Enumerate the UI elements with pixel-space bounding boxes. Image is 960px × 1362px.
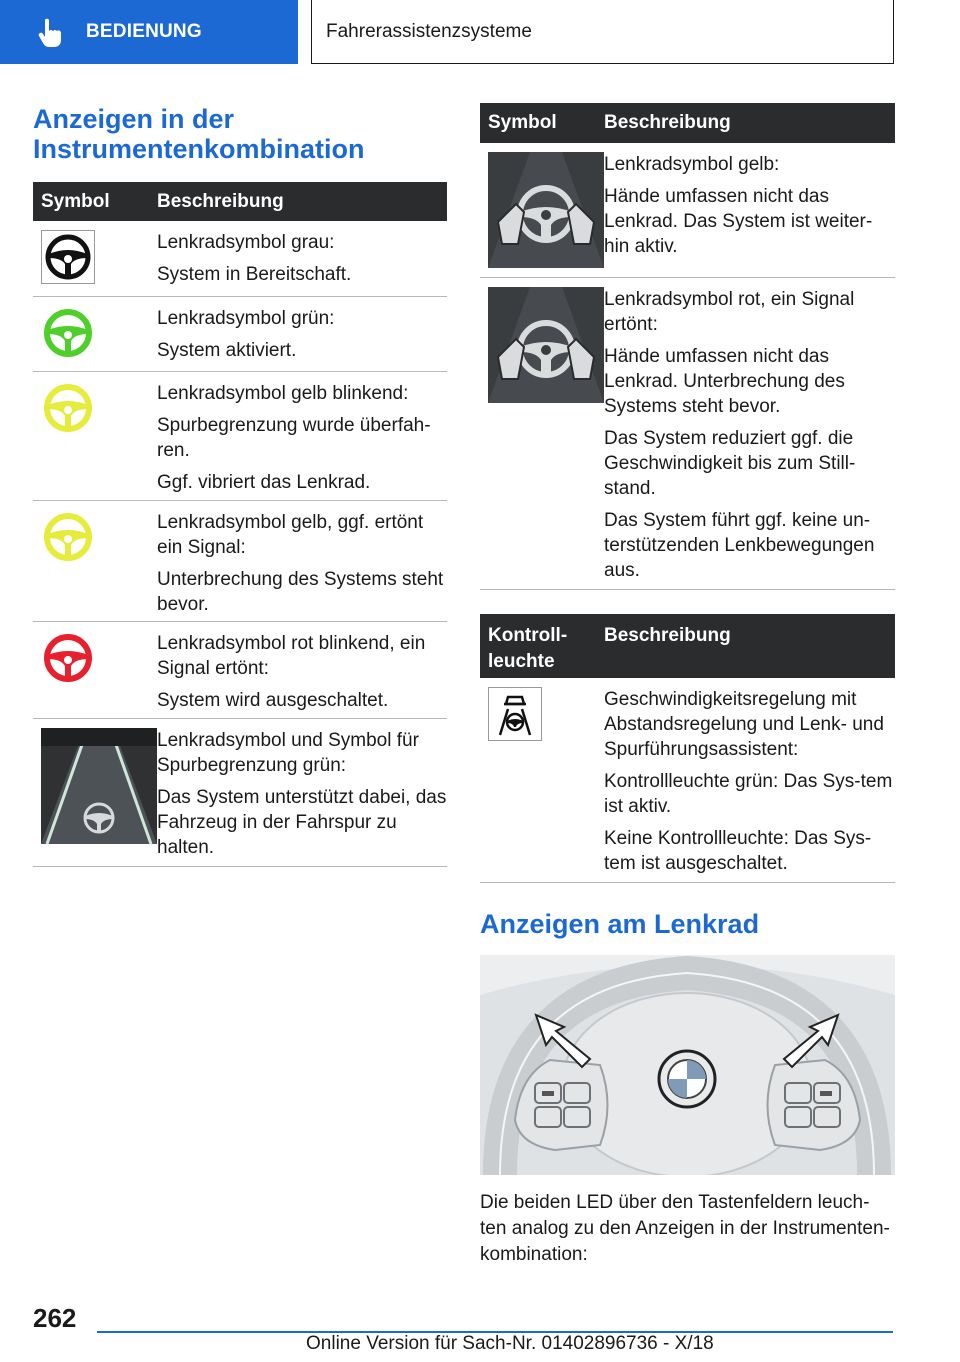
description-line: System in Bereitschaft.: [157, 264, 352, 285]
left-column: [33, 104, 447, 867]
description-line: Lenkradsymbol und Symbol für Spurbegrenzung grün:: [157, 730, 419, 776]
steering-wheel-yellow-icon: [41, 381, 95, 435]
section-title-steering-wheel: Anzeigen am Lenkrad: [480, 909, 760, 939]
table-header: [33, 182, 447, 221]
column-header-symbol: Symbol: [41, 190, 110, 212]
steering-wheel-photo-illustration: [480, 955, 895, 1175]
column-header-indicator: Kontroll-leuchte: [488, 625, 568, 672]
chapter-header: [311, 0, 894, 64]
column-header-description: Beschreibung: [157, 190, 284, 212]
distance-steering-assist-icon: [488, 687, 542, 741]
table-row: [480, 278, 895, 590]
lane-steering-display-icon: [41, 728, 157, 844]
description-line: Lenkradsymbol rot blinkend, ein Signal ertönt:: [157, 633, 426, 679]
page-number: 262: [33, 1303, 77, 1333]
column-header-description: Beschreibung: [604, 112, 731, 133]
description-line: Hände umfassen nicht das Lenkrad. Unterbrechung des Systems steht bevor.: [604, 346, 845, 417]
description-line: Geschwindigkeitsregelung mit Abstandsregelung und Lenk- und Spurführungsassistent:: [604, 689, 884, 760]
description-line: Unterbrechung des Systems steht bevor.: [157, 569, 444, 615]
symbol-table-left: [33, 182, 447, 867]
description-line: Spurbegrenzung wurde überfah-ren.: [157, 415, 431, 461]
description-line: Kontrollleuchte grün: Das Sys-tem ist aktiv.: [604, 771, 893, 817]
description-line: Lenkradsymbol gelb blinkend:: [157, 383, 409, 404]
hand-pointer-icon: [38, 17, 64, 47]
indicator-table: [480, 614, 895, 883]
section-label: BEDIENUNG: [86, 21, 202, 42]
description-line: Das System führt ggf. keine un-terstützenden Lenkbewegungen aus.: [604, 510, 875, 581]
steering-wheel-red-icon: [41, 631, 95, 685]
table-row: [33, 372, 447, 501]
right-column: [480, 103, 895, 1268]
section-title-instrument: Anzeigen in der Instrumentenkombination: [33, 104, 365, 164]
description-line: Hände umfassen nicht das Lenkrad. Das System ist weiter-hin aktiv.: [604, 186, 873, 257]
section-tab[interactable]: [0, 0, 298, 64]
description-line: System aktiviert.: [157, 340, 297, 361]
table-row: [480, 678, 895, 883]
description-line: Das System unterstützt dabei, das Fahrzeug in der Fahrspur zu halten.: [157, 787, 447, 858]
description-line: Das System reduziert ggf. die Geschwindigkeit bis zum Still-stand.: [604, 428, 856, 499]
table-row: [33, 501, 447, 622]
hands-off-wheel-red-icon: [488, 287, 604, 403]
table-row: [33, 297, 447, 372]
description-line: Ggf. vibriert das Lenkrad.: [157, 472, 371, 493]
table-row: [33, 221, 447, 297]
column-header-symbol: Symbol: [488, 112, 557, 133]
table-row: [480, 143, 895, 278]
footer-version-text: Online Version für Sach-Nr. 01402896736 - X/18: [306, 1333, 714, 1354]
table-header: [480, 103, 895, 143]
steering-wheel-grey-icon: [41, 230, 95, 284]
description-line: Lenkradsymbol rot, ein Signal ertönt:: [604, 289, 855, 335]
description-line: Lenkradsymbol gelb:: [604, 154, 780, 175]
body-paragraph: Die beiden LED über den Tastenfeldern leuch-ten analog zu den Anzeigen in der Instrumenten-kombination:: [480, 1192, 890, 1265]
table-row: [33, 622, 447, 719]
column-header-description: Beschreibung: [604, 625, 731, 646]
table-row: [33, 719, 447, 867]
steering-wheel-green-icon: [41, 306, 95, 360]
description-line: Lenkradsymbol grün:: [157, 308, 335, 329]
chapter-label: Fahrerassistenzsysteme: [326, 20, 532, 42]
description-line: Lenkradsymbol grau:: [157, 232, 335, 253]
table-header: [480, 614, 895, 678]
symbol-table-right: [480, 103, 895, 590]
description-line: Lenkradsymbol gelb, ggf. ertönt ein Signal:: [157, 512, 424, 558]
description-line: System wird ausgeschaltet.: [157, 690, 389, 711]
steering-wheel-yellow-icon: [41, 510, 95, 564]
hands-off-wheel-yellow-icon: [488, 152, 604, 268]
description-line: Keine Kontrollleuchte: Das Sys-tem ist ausgeschaltet.: [604, 828, 872, 874]
